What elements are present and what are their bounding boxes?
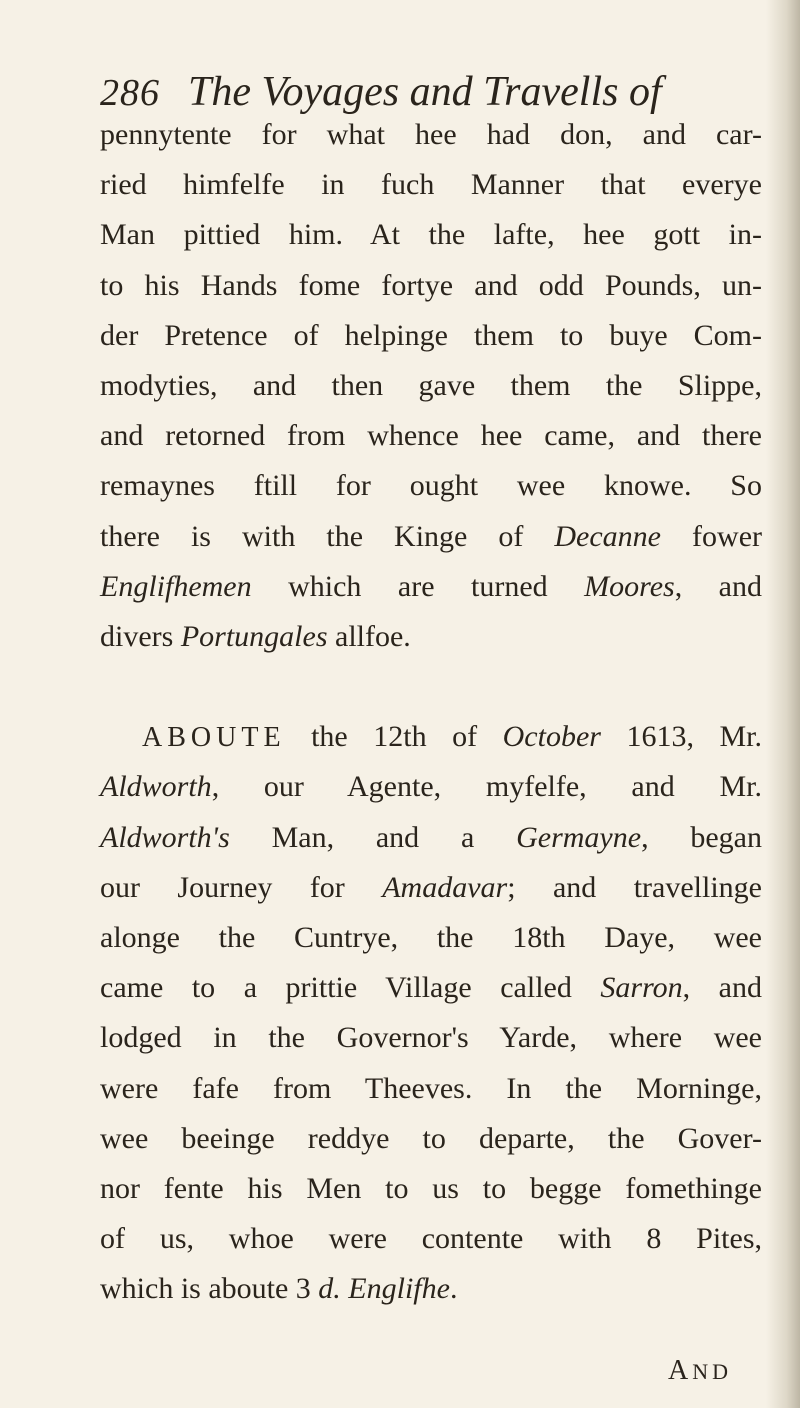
- text-line: of us, whoe were contente with 8 Pites,: [100, 1222, 762, 1256]
- catchword: AND: [668, 1355, 733, 1386]
- text-line: came to a prittie Village called Sarron, and: [100, 971, 762, 1005]
- text-line: to his Hands fome fortye and odd Pounds, un-: [100, 268, 762, 302]
- text-line: wee beeinge reddye to departe, the Gover-: [100, 1121, 762, 1155]
- text-line: ABOUTE the 12th of October 1613, Mr.: [142, 720, 762, 754]
- text-line: ried himfelfe in fuch Manner that everye: [100, 168, 762, 202]
- text-line: and retorned from whence hee came, and there: [100, 419, 762, 453]
- text-line: were fafe from Theeves. In the Morninge,: [100, 1071, 762, 1105]
- body-text: [100, 110, 762, 1315]
- text-line: there is with the Kinge of Decanne fower: [100, 519, 762, 553]
- paragraph-2: [100, 712, 762, 1314]
- text-line: alonge the Cuntrye, the 18th Daye, wee: [100, 921, 762, 954]
- text-line: our Journey for Amadavar; and travellinge: [100, 870, 762, 904]
- text-line: Englifhemen which are turned Moores, and: [100, 569, 762, 603]
- text-line: divers Portungales allfoe.: [100, 619, 411, 653]
- running-title: The Voyages and Travells of: [188, 69, 662, 115]
- paragraph-1: [100, 110, 762, 662]
- text-line: which is aboute 3 d. Englifhe.: [100, 1272, 458, 1306]
- text-line: modyties, and then gave them the Slippe,: [100, 368, 762, 402]
- text-line: Aldworth, our Agente, myfelfe, and Mr.: [100, 770, 762, 804]
- text-line: Man pittied him. At the lafte, hee gott in-: [100, 218, 762, 252]
- text-line: nor fente his Men to us to begge fomethinge: [100, 1171, 762, 1205]
- text-line: der Pretence of helpinge them to buye Com-: [100, 318, 762, 352]
- paragraph-gap: [100, 662, 762, 712]
- text-line: remaynes ftill for ought wee knowe. So: [100, 469, 762, 503]
- text-line: Aldworth's Man, and a Germayne, began: [100, 820, 762, 854]
- page-number: 286: [100, 72, 160, 114]
- page-edge-shadow: [766, 0, 800, 1408]
- text-line: pennytente for what hee had don, and car-: [100, 118, 762, 151]
- text-line: lodged in the Governor's Yarde, where wee: [100, 1021, 762, 1055]
